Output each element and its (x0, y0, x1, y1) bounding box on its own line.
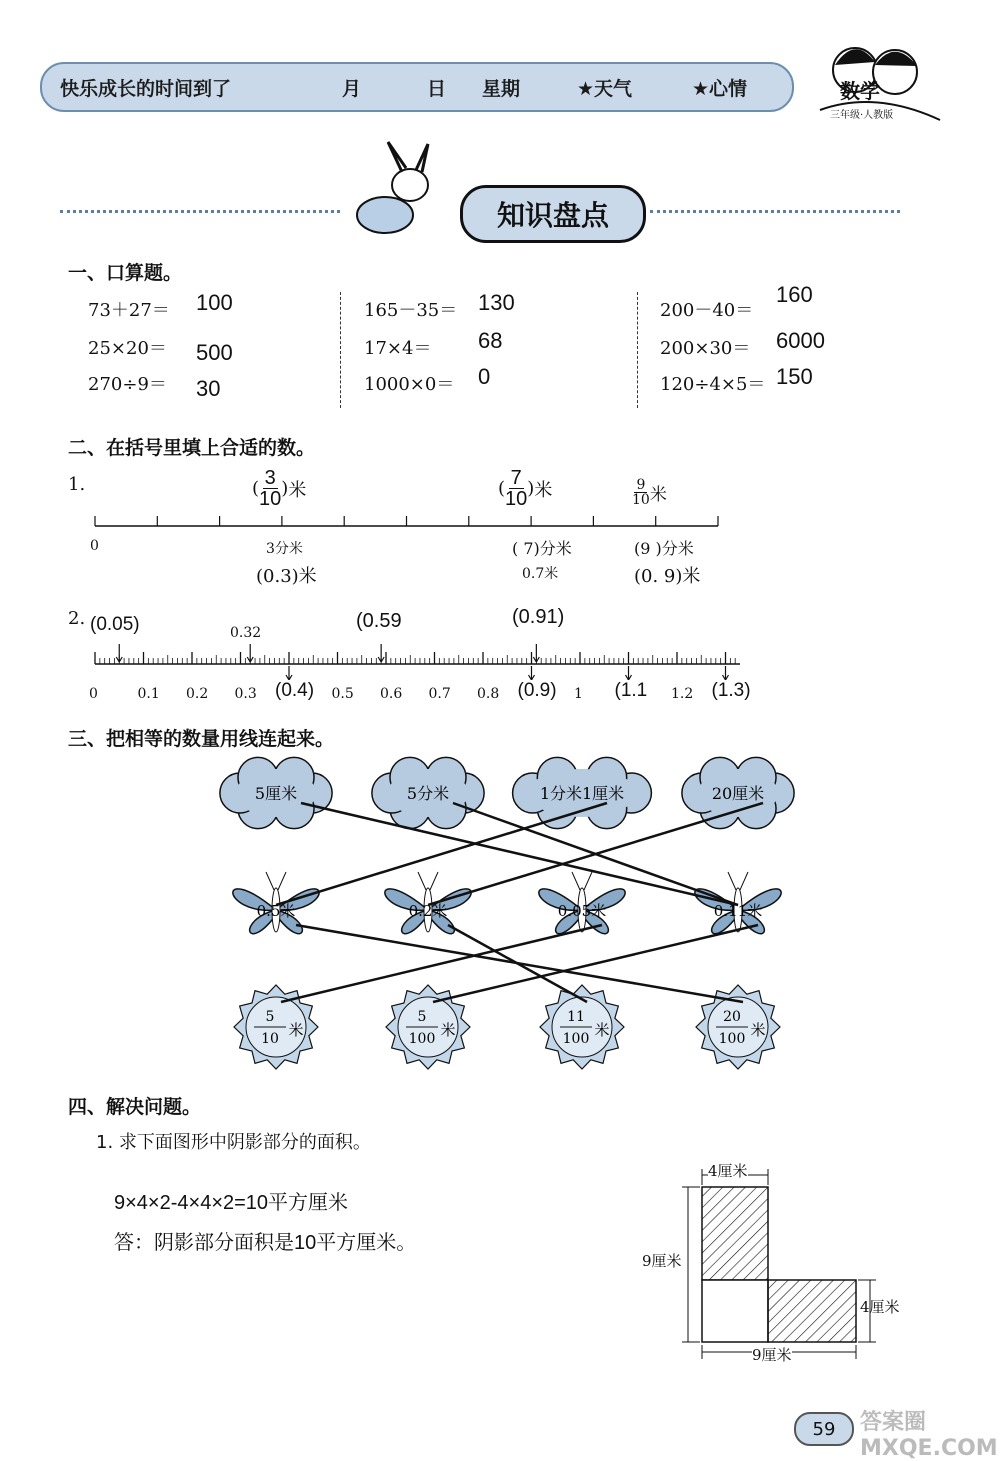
answer-line: 答：阴影部分面积是10平方厘米。 (114, 1232, 417, 1254)
rabbit-icon (340, 140, 460, 250)
header-mood: ★心情 (692, 78, 748, 100)
nl1-label-7dm: ( 7)分米 (512, 539, 572, 558)
math-answer: 0 (478, 364, 491, 389)
nl2-tick-label: (0.4) (275, 680, 315, 701)
cloud-label: 5厘米 (254, 784, 298, 803)
math-answer: 6000 (776, 328, 825, 353)
dim-left: 9厘米 (642, 1252, 682, 1270)
watermark: 答案圈 MXQE.COM (860, 1410, 998, 1461)
q1-fraction-1: ( $\frac{3}{10}$ ) 米 (252, 467, 307, 510)
math-question: 1000×0＝ (364, 374, 455, 395)
nl2-arrow (247, 644, 253, 662)
flower-num: 11 (567, 1009, 585, 1025)
f1-den: 10 (259, 488, 282, 510)
section1-title: 一、口算题。 (68, 262, 183, 284)
butterfly-label: 0.2米 (408, 902, 448, 920)
unit: 米 (534, 479, 553, 501)
section4-title: 四、解决问题。 (68, 1096, 202, 1118)
header-bar (40, 62, 794, 112)
math-question: 270÷9＝ (88, 374, 167, 395)
q2-ans-059: (0.59 (356, 610, 402, 632)
nl2-tick-label: (0.9) (517, 680, 557, 701)
cloud-label: 5分米 (406, 784, 450, 803)
header-weekday: 星期 (482, 78, 521, 100)
star-divider-left (60, 210, 340, 213)
math-question: 200×30＝ (660, 338, 751, 359)
grade-label: 三年级·人教版 (830, 110, 894, 121)
page-number: 59 (794, 1412, 854, 1446)
section3-title: 三、把相等的数量用线连起来。 (68, 728, 335, 750)
math-question: 25×20＝ (88, 338, 167, 359)
nl1-zero: 0 (90, 538, 99, 554)
nl2-tick-label: 0.6 (380, 686, 403, 702)
match-line (301, 803, 738, 905)
butterfly-label: 0.5米 (256, 902, 296, 920)
q1-fraction-3 (632, 478, 667, 507)
number-line-2 (0, 640, 1000, 680)
dim-bottom: 9厘米 (752, 1346, 792, 1364)
math-answer: 100 (196, 290, 233, 315)
problem-1: 1. 求下面图形中阴影部分的面积。 (96, 1132, 371, 1153)
math-answer: 150 (776, 364, 813, 389)
nl1-label-09m: (0. 9)米 (634, 566, 701, 587)
match-line (281, 925, 602, 1002)
f2-den: 10 (505, 488, 528, 510)
nl2-arrow (626, 666, 632, 680)
nl1-label-07m: 0.7米 (522, 566, 559, 582)
match-line (433, 925, 758, 1002)
nl2-arrow (723, 666, 729, 680)
math-question: 165－35＝ (364, 300, 458, 321)
matching-diagram (0, 755, 1000, 1085)
math-answer: 160 (776, 282, 813, 307)
nl2-tick-label: 0 (89, 686, 98, 702)
divider-1 (340, 292, 341, 408)
flower-num: 5 (417, 1009, 427, 1025)
math-answer: 68 (478, 328, 503, 353)
flower-den: 100 (562, 1031, 590, 1047)
dim-top: 4厘米 (708, 1162, 748, 1180)
nl1-label-03m: (0.3)米 (256, 566, 317, 587)
nl2-tick-label: 1 (574, 686, 583, 702)
banner-title: 知识盘点 (460, 185, 646, 243)
q2-ans-005: (0.05) (90, 614, 140, 635)
nl2-tick-label: 0.8 (477, 686, 500, 702)
header-weather: ★天气 (577, 78, 633, 100)
flower-den: 10 (261, 1031, 279, 1047)
nl1-label-3dm: 3分米 (266, 541, 303, 557)
nl2-arrow (116, 644, 122, 662)
q2-label-032: 0.32 (230, 625, 262, 641)
header-slogan: 快乐成长的时间到了 (60, 78, 232, 100)
flower-num: 5 (265, 1009, 275, 1025)
header-month: 月 (342, 78, 362, 100)
banner (60, 140, 910, 250)
flower-unit: 米 (288, 1021, 304, 1039)
math-answer: 500 (196, 340, 233, 365)
nl2-arrow (286, 666, 292, 680)
math-question: 200－40＝ (660, 300, 754, 321)
flower-num: 20 (723, 1009, 741, 1025)
match-line (448, 925, 587, 1002)
nl2-tick-label: 0.7 (428, 686, 451, 702)
flower-den: 100 (408, 1031, 436, 1047)
flower-den: 100 (718, 1031, 746, 1047)
butterfly-label: 0.11米 (713, 902, 763, 920)
cloud-label: 1分米1厘米 (539, 784, 625, 803)
butterfly-label: 0.05米 (557, 902, 607, 920)
f1-num: 3 (264, 467, 276, 489)
nl2-tick-label: 1.2 (671, 686, 694, 702)
f3-den: 10 (632, 492, 650, 508)
math-question: 17×4＝ (364, 338, 432, 359)
nl1-label-9dm: (9 )分米 (634, 539, 694, 558)
number-line-1 (0, 510, 1000, 550)
flower-unit: 米 (750, 1021, 766, 1039)
f3-num: 9 (636, 477, 646, 493)
subject-logo (800, 30, 950, 140)
unit: 米 (288, 479, 307, 501)
nl2-tick-label: 0.1 (137, 686, 160, 702)
nl2-arrow (529, 666, 535, 680)
star-divider-right (650, 210, 900, 213)
nl2-arrow (533, 644, 539, 662)
q2-ans-091: (0.91) (512, 606, 565, 628)
divider-2 (637, 292, 638, 408)
nl2-tick-label: 0.5 (331, 686, 354, 702)
nl2-tick-label: 0.2 (186, 686, 209, 702)
flower-unit: 米 (440, 1021, 456, 1039)
work-line: 9×4×2-4×4×2=10平方厘米 (114, 1192, 349, 1214)
f2-num: 7 (510, 467, 522, 489)
q1-fraction-2: ( $\frac{7}{10}$ ) 米 (498, 467, 553, 510)
subject-name: 数学 (840, 79, 880, 103)
section2-title: 二、在括号里填上合适的数。 (68, 437, 316, 459)
math-question: 73＋27＝ (88, 300, 170, 321)
nl2-tick-label: 0.3 (234, 686, 257, 702)
nl2-arrow (378, 644, 384, 662)
q2-number: 2. (68, 608, 86, 629)
nl2-tick-label: (1.3) (711, 680, 751, 701)
unit: 米 (649, 485, 667, 505)
flower-unit: 米 (594, 1021, 610, 1039)
math-answer: 30 (196, 376, 221, 401)
q1-number: 1. (68, 474, 86, 495)
header-day: 日 (427, 78, 447, 100)
math-answer: 130 (478, 290, 515, 315)
cloud-label: 20厘米 (711, 784, 765, 803)
dim-right: 4厘米 (860, 1298, 900, 1316)
nl2-tick-label: (1.1 (614, 680, 648, 701)
math-question: 120÷4×5＝ (660, 374, 766, 395)
